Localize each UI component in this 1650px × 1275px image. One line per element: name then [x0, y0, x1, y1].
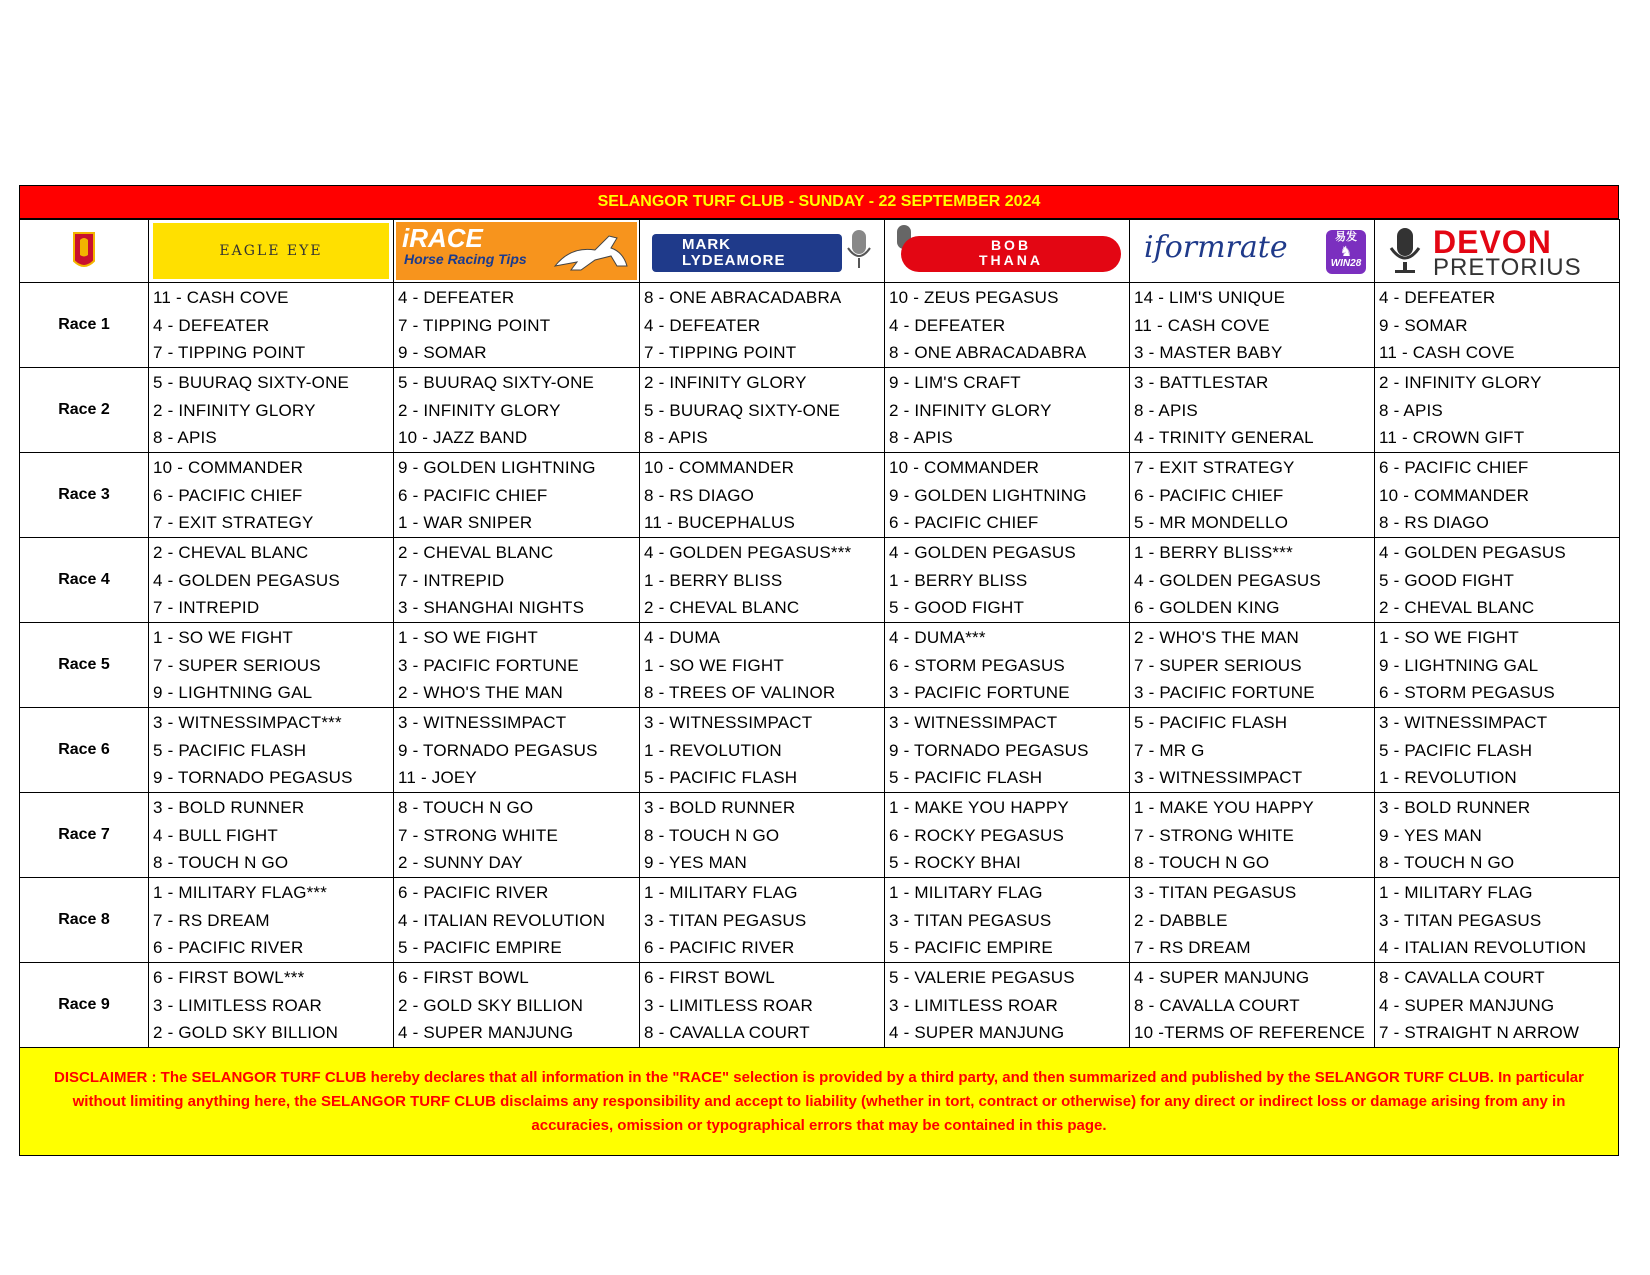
race-row	[20, 793, 1620, 878]
tips-cell	[640, 963, 885, 1048]
horse-pick: 8 - TOUCH N GO	[1134, 853, 1270, 872]
horse-pick: 2 - INFINITY GLORY	[644, 373, 807, 392]
horse-pick: 6 - STORM PEGASUS	[1379, 683, 1555, 702]
tips-cell	[149, 963, 394, 1048]
horse-pick: 5 - BUURAQ SIXTY-ONE	[153, 373, 350, 392]
logo-row	[20, 220, 1620, 283]
horse-pick: 1 - MILITARY FLAG	[889, 883, 1043, 902]
race-label: Race 9	[20, 963, 149, 1048]
horse-pick: 8 - APIS	[1134, 400, 1198, 420]
horse-pick: 3 - PACIFIC FORTUNE	[1134, 683, 1315, 702]
horse-pick: 9 - LIGHTNING GAL	[1379, 655, 1539, 675]
tips-cell	[885, 623, 1130, 708]
horse-pick: 9 - GOLDEN LIGHTNING	[398, 458, 596, 477]
tips-cell	[1130, 708, 1375, 793]
disclaimer: DISCLAIMER : The SELANGOR TURF CLUB hereby declares that all information in the "RACE" selection is provided by a third party, and then summarized and published by the SELANGOR TURF CLUB. In particular without limiting anything here, the SELANGOR TURF CLUB disclaims any responsibility and accept to liability (whether in tort, contract or otherwise) for any direct or indirect loss or damage arising from any in accuracies, omission or typographical errors that may be contained in this page.	[19, 1048, 1619, 1156]
horse-pick: 10 - COMMANDER	[1379, 485, 1530, 505]
horse-pick: 4 - DEFEATER	[889, 315, 1006, 335]
horse-pick: 11 - JOEY	[398, 768, 477, 787]
tips-cell	[149, 453, 394, 538]
tips-cell	[1375, 453, 1620, 538]
tips-cell	[885, 538, 1130, 623]
tips-cell	[149, 623, 394, 708]
horse-icon: ♞	[1339, 243, 1353, 259]
horse-pick: 6 - PACIFIC CHIEF	[153, 485, 303, 505]
win28-badge-top: 易发	[1335, 231, 1357, 243]
horse-pick: 1 - MAKE YOU HAPPY	[889, 798, 1069, 817]
horse-pick: 4 - DEFEATER	[644, 315, 761, 335]
horse-pick: 1 - MILITARY FLAG***	[153, 883, 328, 902]
devon-logo-line1: DEVON	[1433, 224, 1552, 260]
tips-cell	[1130, 623, 1375, 708]
horse-pick: 10 -TERMS OF REFERENCE	[1134, 1023, 1366, 1042]
horse-pick: 5 - PACIFIC FLASH	[644, 768, 798, 787]
horse-pick: 3 - LIMITLESS ROAR	[644, 995, 813, 1015]
tips-cell	[885, 368, 1130, 453]
horse-pick: 4 - GOLDEN PEGASUS	[153, 570, 340, 590]
horse-pick: 7 - TIPPING POINT	[398, 315, 551, 335]
horse-pick: 9 - TORNADO PEGASUS	[153, 768, 353, 787]
bob-logo-line2: THANA	[979, 252, 1043, 268]
horse-pick: 5 - BUURAQ SIXTY-ONE	[644, 400, 841, 420]
horse-pick: 14 - LIM'S UNIQUE	[1134, 288, 1286, 307]
horse-pick: 1 - MAKE YOU HAPPY	[1134, 798, 1314, 817]
horse-pick: 3 - TITAN PEGASUS	[889, 910, 1052, 930]
tips-cell	[885, 708, 1130, 793]
tips-cell	[1130, 538, 1375, 623]
horse-pick: 11 - CASH COVE	[153, 288, 289, 307]
horse-pick: 10 - COMMANDER	[889, 458, 1040, 477]
tips-cell	[640, 538, 885, 623]
horse-pick: 7 - RS DREAM	[153, 910, 270, 930]
horse-pick: 7 - SUPER SERIOUS	[1134, 655, 1302, 675]
devon-logo-line2: PRETORIUS	[1433, 254, 1582, 281]
horse-pick: 9 - LIGHTNING GAL	[153, 683, 313, 702]
tips-cell	[1375, 793, 1620, 878]
horse-pick: 1 - BERRY BLISS	[644, 570, 783, 590]
horse-pick: 8 - TOUCH N GO	[398, 798, 534, 817]
race-label: Race 4	[20, 538, 149, 623]
tips-cell	[1130, 963, 1375, 1048]
horse-pick: 8 - APIS	[1379, 400, 1443, 420]
tips-cell	[1375, 963, 1620, 1048]
horse-pick: 4 - GOLDEN PEGASUS***	[644, 543, 852, 562]
horse-pick: 10 - JAZZ BAND	[398, 428, 528, 447]
race-row	[20, 283, 1620, 368]
race-label: Race 7	[20, 793, 149, 878]
horse-pick: 2 - CHEVAL BLANC	[398, 543, 554, 562]
tips-cell	[1375, 283, 1620, 368]
tips-cell	[640, 283, 885, 368]
horse-pick: 8 - RS DIAGO	[644, 485, 755, 505]
horse-pick: 8 - APIS	[644, 428, 708, 447]
horse-pick: 11 - CASH COVE	[1134, 315, 1270, 335]
horse-pick: 3 - TITAN PEGASUS	[1379, 910, 1542, 930]
horse-pick: 5 - PACIFIC FLASH	[889, 768, 1043, 787]
horse-pick: 7 - TIPPING POINT	[153, 343, 306, 362]
tips-cell	[1130, 878, 1375, 963]
horse-pick: 8 - ONE ABRACADABRA	[889, 343, 1087, 362]
race-row	[20, 623, 1620, 708]
horse-pick: 6 - ROCKY PEGASUS	[889, 825, 1065, 845]
horse-pick: 7 - MR G	[1134, 740, 1205, 760]
horse-pick: 3 - BOLD RUNNER	[644, 798, 796, 817]
horse-pick: 3 - TITAN PEGASUS	[644, 910, 807, 930]
horse-pick: 2 - DABBLE	[1134, 910, 1228, 930]
horse-pick: 5 - GOOD FIGHT	[1379, 570, 1515, 590]
horse-pick: 7 - EXIT STRATEGY	[153, 513, 314, 532]
horse-pick: 10 - COMMANDER	[644, 458, 795, 477]
eagle-eye-logo-cell	[149, 220, 394, 283]
tips-cell	[1130, 793, 1375, 878]
horse-pick: 4 - SUPER MANJUNG	[889, 1023, 1065, 1042]
horse-pick: 3 - WITNESSIMPACT	[889, 713, 1058, 732]
tips-cell	[1375, 708, 1620, 793]
horse-pick: 5 - BUURAQ SIXTY-ONE	[398, 373, 595, 392]
horse-pick: 10 - COMMANDER	[153, 458, 304, 477]
horse-pick: 3 - LIMITLESS ROAR	[153, 995, 322, 1015]
tips-cell	[149, 283, 394, 368]
race-row	[20, 963, 1620, 1048]
bob-thana-logo-cell	[885, 220, 1130, 283]
horse-pick: 5 - PACIFIC FLASH	[1134, 713, 1288, 732]
tips-cell	[885, 283, 1130, 368]
race-row	[20, 538, 1620, 623]
race-label: Race 8	[20, 878, 149, 963]
horse-pick: 8 - ONE ABRACADABRA	[644, 288, 842, 307]
horse-pick: 3 - WITNESSIMPACT***	[153, 713, 342, 732]
horse-pick: 8 - CAVALLA COURT	[644, 1023, 810, 1042]
horse-pick: 9 - TORNADO PEGASUS	[398, 740, 598, 760]
horse-pick: 5 - ROCKY BHAI	[889, 853, 1021, 872]
horse-pick: 2 - INFINITY GLORY	[153, 400, 316, 420]
tips-cell	[640, 368, 885, 453]
horse-pick: 7 - INTREPID	[153, 598, 260, 617]
horse-pick: 1 - BERRY BLISS	[889, 570, 1028, 590]
horse-pick: 5 - MR MONDELLO	[1134, 513, 1289, 532]
horse-pick: 7 - INTREPID	[398, 570, 505, 590]
bob-thana-logo	[901, 236, 1121, 272]
horse-pick: 11 - CASH COVE	[1379, 343, 1515, 362]
horse-pick: 8 - TOUCH N GO	[644, 825, 780, 845]
horse-pick: 9 - SOMAR	[398, 343, 487, 362]
horse-pick: 3 - SHANGHAI NIGHTS	[398, 598, 585, 617]
tips-cell	[1375, 538, 1620, 623]
tips-cell	[640, 878, 885, 963]
horse-pick: 2 - INFINITY GLORY	[889, 400, 1052, 420]
horse-pick: 2 - SUNNY DAY	[398, 853, 523, 872]
horse-pick: 7 - RS DREAM	[1134, 938, 1251, 957]
horse-pick: 1 - REVOLUTION	[644, 740, 782, 760]
horse-pick: 11 - BUCEPHALUS	[644, 513, 796, 532]
horse-pick: 7 - STRONG WHITE	[398, 825, 558, 845]
tips-cell	[149, 538, 394, 623]
tips-cell	[394, 708, 640, 793]
horse-pick: 4 - SUPER MANJUNG	[1134, 968, 1310, 987]
horse-pick: 2 - GOLD SKY BILLION	[398, 995, 584, 1015]
horse-pick: 5 - PACIFIC EMPIRE	[398, 938, 562, 957]
horse-pick: 2 - INFINITY GLORY	[1379, 373, 1542, 392]
horse-pick: 8 - APIS	[153, 428, 217, 447]
horse-pick: 3 - PACIFIC FORTUNE	[889, 683, 1070, 702]
tips-cell	[640, 793, 885, 878]
horse-pick: 7 - TIPPING POINT	[644, 343, 797, 362]
horse-pick: 8 - TOUCH N GO	[153, 853, 289, 872]
win28-badge-bottom: WIN28	[1330, 258, 1362, 269]
horse-pick: 6 - GOLDEN KING	[1134, 598, 1280, 617]
horse-pick: 7 - EXIT STRATEGY	[1134, 458, 1295, 477]
tips-cell	[1375, 878, 1620, 963]
tips-sheet	[19, 185, 1619, 1156]
horse-pick: 4 - TRINITY GENERAL	[1134, 428, 1314, 447]
race-row	[20, 708, 1620, 793]
horse-pick: 1 - SO WE FIGHT	[398, 628, 538, 647]
horse-pick: 4 - GOLDEN PEGASUS	[889, 543, 1076, 562]
horse-pick: 3 - PACIFIC FORTUNE	[398, 655, 579, 675]
horse-icon	[551, 226, 631, 278]
horse-pick: 9 - LIM'S CRAFT	[889, 373, 1021, 392]
horse-pick: 9 - TORNADO PEGASUS	[889, 740, 1089, 760]
horse-pick: 5 - GOOD FIGHT	[889, 598, 1025, 617]
horse-pick: 4 - DEFEATER	[1379, 288, 1496, 307]
horse-pick: 4 - SUPER MANJUNG	[1379, 995, 1555, 1015]
iformrate-logo-cell	[1130, 220, 1375, 283]
horse-pick: 9 - GOLDEN LIGHTNING	[889, 485, 1087, 505]
horse-pick: 6 - PACIFIC RIVER	[644, 938, 795, 957]
tips-cell	[885, 963, 1130, 1048]
tips-cell	[394, 793, 640, 878]
tips-cell	[885, 793, 1130, 878]
horse-pick: 1 - BERRY BLISS***	[1134, 543, 1293, 562]
horse-pick: 4 - GOLDEN PEGASUS	[1134, 570, 1321, 590]
tips-cell	[1375, 623, 1620, 708]
horse-pick: 11 - CROWN GIFT	[1379, 428, 1525, 447]
horse-pick: 6 - FIRST BOWL	[398, 968, 529, 987]
tips-cell	[1130, 368, 1375, 453]
irace-logo-title: iRACE	[402, 223, 483, 253]
horse-pick: 5 - PACIFIC EMPIRE	[889, 938, 1053, 957]
horse-pick: 9 - SOMAR	[1379, 315, 1468, 335]
mark-lydeamore-logo-cell	[640, 220, 885, 283]
race-row	[20, 878, 1620, 963]
club-logo-cell	[20, 220, 149, 283]
horse-pick: 4 - GOLDEN PEGASUS	[1379, 543, 1566, 562]
tips-cell	[149, 793, 394, 878]
horse-pick: 4 - DUMA	[644, 628, 721, 647]
race-label: Race 6	[20, 708, 149, 793]
tips-cell	[394, 453, 640, 538]
horse-pick: 4 - DEFEATER	[398, 288, 515, 307]
horse-pick: 8 - RS DIAGO	[1379, 513, 1490, 532]
tips-cell	[394, 368, 640, 453]
horse-pick: 5 - PACIFIC FLASH	[1379, 740, 1533, 760]
horse-pick: 1 - REVOLUTION	[1379, 768, 1517, 787]
horse-pick: 1 - SO WE FIGHT	[153, 628, 293, 647]
tips-cell	[640, 708, 885, 793]
eagle-eye-logo: EAGLE EYE	[153, 223, 389, 279]
horse-pick: 1 - MILITARY FLAG	[1379, 883, 1533, 902]
selangor-turf-club-logo	[71, 231, 97, 271]
horse-pick: 1 - SO WE FIGHT	[1379, 628, 1519, 647]
horse-pick: 2 - GOLD SKY BILLION	[153, 1023, 339, 1042]
iformrate-logo: iformrate	[1144, 230, 1288, 265]
horse-pick: 1 - SO WE FIGHT	[644, 655, 784, 675]
horse-pick: 2 - CHEVAL BLANC	[644, 598, 800, 617]
irace-logo-subtitle: Horse Racing Tips	[404, 251, 527, 267]
tips-cell	[149, 878, 394, 963]
horse-pick: 6 - PACIFIC RIVER	[153, 938, 304, 957]
mark-logo-line1: MARK	[682, 236, 731, 253]
horse-pick: 10 - ZEUS PEGASUS	[889, 288, 1059, 307]
horse-pick: 3 - MASTER BABY	[1134, 343, 1283, 362]
race-row	[20, 368, 1620, 453]
tips-cell	[1130, 283, 1375, 368]
horse-pick: 2 - WHO'S THE MAN	[1134, 628, 1300, 647]
tips-cell	[1375, 368, 1620, 453]
tips-cell	[885, 453, 1130, 538]
horse-pick: 2 - CHEVAL BLANC	[1379, 598, 1535, 617]
horse-pick: 6 - PACIFIC CHIEF	[1134, 485, 1284, 505]
tips-cell	[149, 708, 394, 793]
race-row	[20, 453, 1620, 538]
tips-cell	[640, 453, 885, 538]
horse-pick: 3 - BOLD RUNNER	[153, 798, 305, 817]
horse-pick: 8 - TREES OF VALINOR	[644, 683, 836, 702]
tips-cell	[394, 963, 640, 1048]
horse-pick: 4 - ITALIAN REVOLUTION	[398, 910, 606, 930]
horse-pick: 4 - DUMA***	[889, 628, 986, 647]
horse-pick: 4 - DEFEATER	[153, 315, 270, 335]
horse-pick: 3 - BOLD RUNNER	[1379, 798, 1531, 817]
tips-cell	[394, 283, 640, 368]
horse-pick: 7 - STRONG WHITE	[1134, 825, 1294, 845]
mark-logo-line2: LYDEAMORE	[682, 252, 786, 269]
microphone-icon	[844, 228, 874, 274]
horse-pick: 3 - WITNESSIMPACT	[1379, 713, 1548, 732]
irace-logo	[396, 222, 637, 280]
tips-table	[19, 219, 1620, 1048]
race-label: Race 3	[20, 453, 149, 538]
horse-pick: 3 - LIMITLESS ROAR	[889, 995, 1058, 1015]
horse-pick: 3 - WITNESSIMPACT	[644, 713, 813, 732]
race-label: Race 2	[20, 368, 149, 453]
horse-pick: 8 - CAVALLA COURT	[1134, 995, 1300, 1015]
horse-pick: 5 - VALERIE PEGASUS	[889, 968, 1075, 987]
race-label: Race 1	[20, 283, 149, 368]
microphone-icon	[1387, 226, 1423, 276]
horse-pick: 6 - PACIFIC CHIEF	[398, 485, 548, 505]
horse-pick: 8 - CAVALLA COURT	[1379, 968, 1545, 987]
horse-pick: 4 - SUPER MANJUNG	[398, 1023, 574, 1042]
horse-pick: 6 - PACIFIC CHIEF	[1379, 458, 1529, 477]
horse-pick: 6 - FIRST BOWL***	[153, 968, 305, 987]
devon-pretorius-logo-cell	[1375, 220, 1620, 283]
horse-pick: 4 - BULL FIGHT	[153, 825, 278, 845]
horse-pick: 8 - APIS	[889, 428, 953, 447]
tips-cell	[640, 623, 885, 708]
horse-pick: 3 - BATTLESTAR	[1134, 373, 1269, 392]
race-label: Race 5	[20, 623, 149, 708]
horse-pick: 2 - WHO'S THE MAN	[398, 683, 564, 702]
tips-cell	[394, 623, 640, 708]
horse-pick: 9 - YES MAN	[644, 853, 747, 872]
horse-pick: 6 - FIRST BOWL	[644, 968, 775, 987]
horse-pick: 8 - TOUCH N GO	[1379, 853, 1515, 872]
horse-pick: 6 - STORM PEGASUS	[889, 655, 1065, 675]
horse-pick: 7 - SUPER SERIOUS	[153, 655, 321, 675]
mark-lydeamore-logo	[652, 234, 842, 272]
win28-badge	[1326, 230, 1366, 274]
horse-pick: 2 - CHEVAL BLANC	[153, 543, 309, 562]
tips-cell	[394, 538, 640, 623]
horse-pick: 1 - MILITARY FLAG	[644, 883, 798, 902]
horse-pick: 4 - ITALIAN REVOLUTION	[1379, 938, 1587, 957]
horse-pick: 3 - WITNESSIMPACT	[398, 713, 567, 732]
tips-cell	[1130, 453, 1375, 538]
irace-logo-cell	[394, 220, 640, 283]
horse-pick: 1 - WAR SNIPER	[398, 513, 533, 532]
horse-pick: 6 - PACIFIC CHIEF	[889, 513, 1039, 532]
page-title: SELANGOR TURF CLUB - SUNDAY - 22 SEPTEMBER 2024	[19, 185, 1619, 219]
horse-pick: 9 - YES MAN	[1379, 825, 1482, 845]
horse-pick: 6 - PACIFIC RIVER	[398, 883, 549, 902]
horse-pick: 5 - PACIFIC FLASH	[153, 740, 307, 760]
tips-cell	[149, 368, 394, 453]
bob-logo-line1: BOB	[990, 237, 1032, 253]
horse-pick: 7 - STRAIGHT N ARROW	[1379, 1023, 1580, 1042]
horse-pick: 3 - WITNESSIMPACT	[1134, 768, 1303, 787]
horse-pick: 2 - INFINITY GLORY	[398, 400, 561, 420]
horse-pick: 3 - TITAN PEGASUS	[1134, 883, 1297, 902]
tips-cell	[885, 878, 1130, 963]
tips-cell	[394, 878, 640, 963]
